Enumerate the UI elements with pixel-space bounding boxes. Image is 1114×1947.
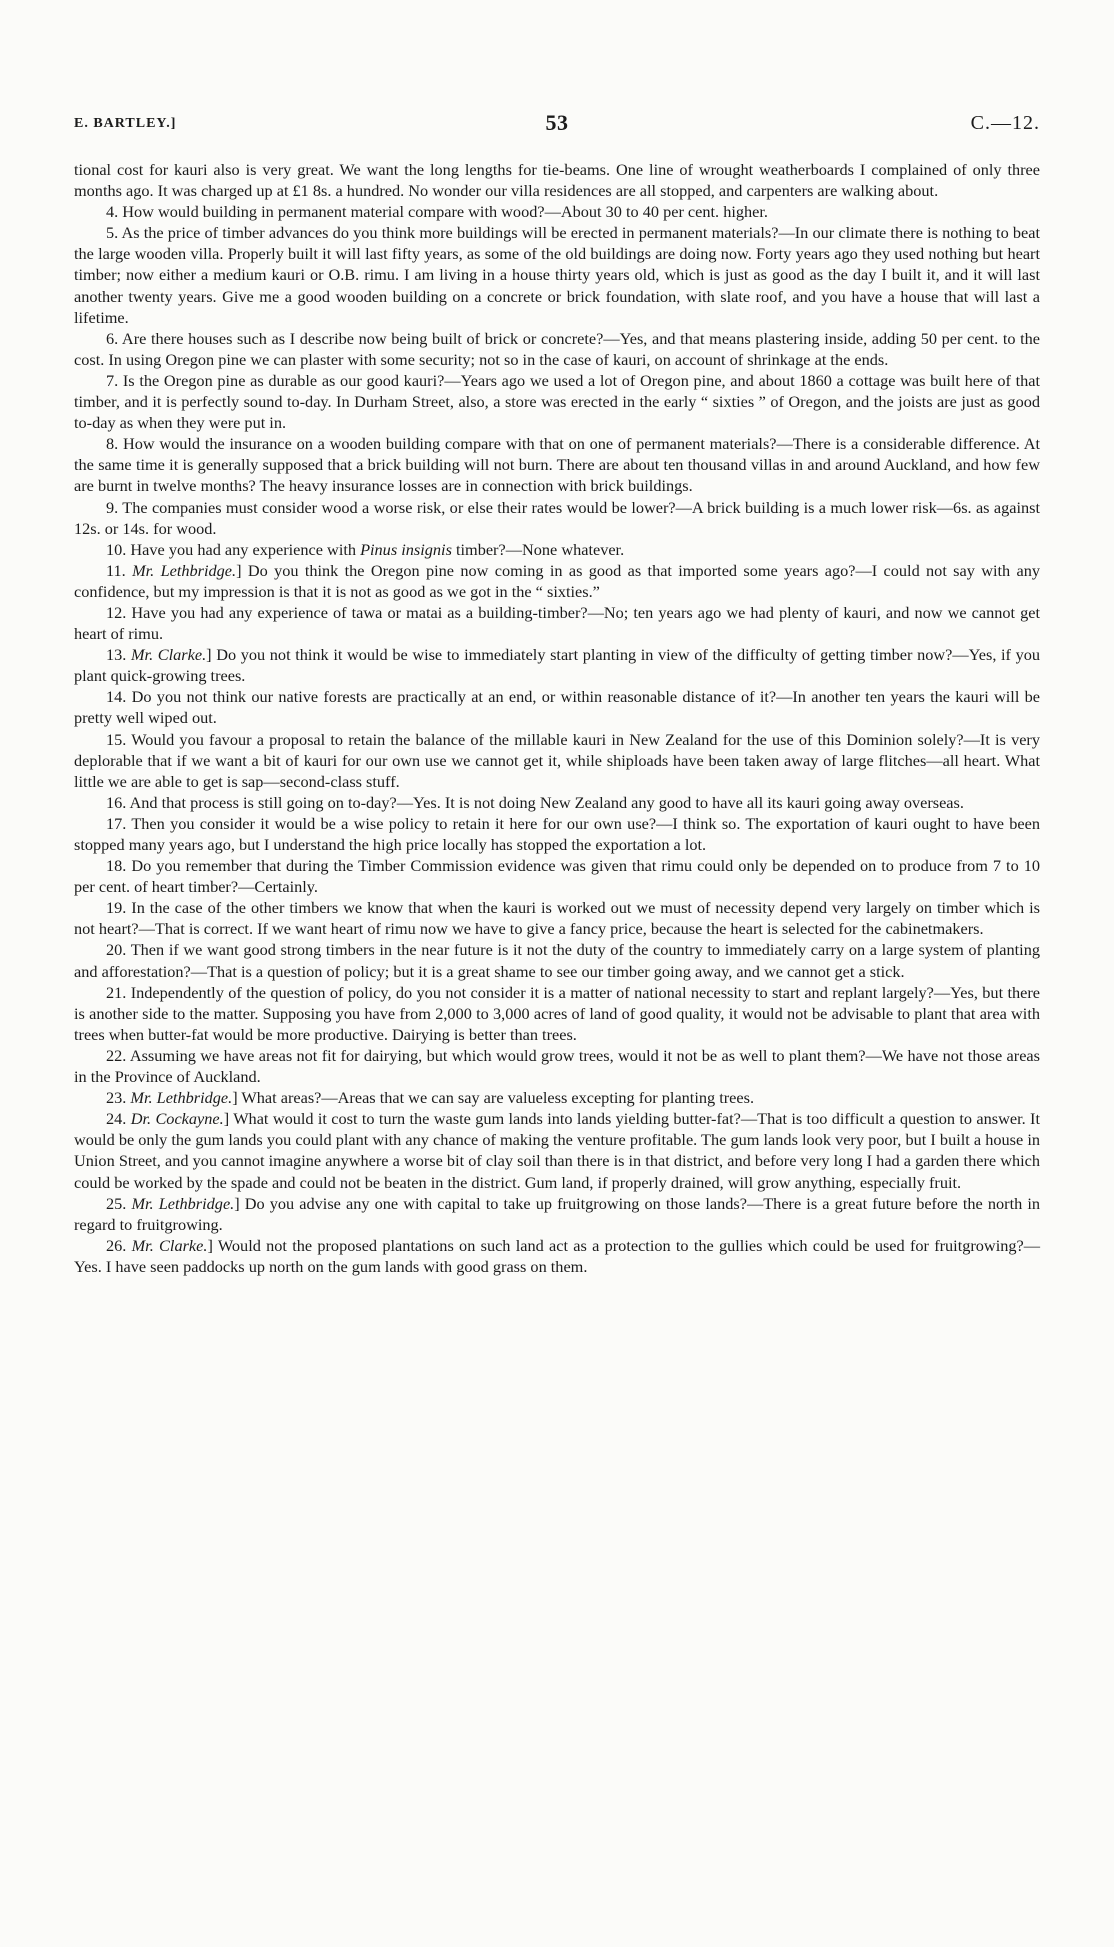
paragraph-q17: 17. Then you consider it would be a wise policy to retain it here for our own use?—I think so. The exportation of kauri ought to have been stopped many years ago, but I understand the high price locally has stopped the exportation a lot. [74, 813, 1040, 854]
paragraph-q14: 14. Do you not think our native forests are practically at an end, or within reasonable distance of it?—In another ten years the kauri will be pretty well wiped out. [74, 687, 1040, 728]
witness-name: E. BARTLEY.] [74, 116, 177, 131]
paragraph-q12: 12. Have you had any experience of tawa or matai as a building-timber?—No; ten years ago we had plenty of kauri, and now we cannot get heart of rimu. [74, 602, 1040, 644]
speaker-name: Mr. Clarke. [130, 645, 207, 665]
speaker-name: Mr. Lethbridge. [131, 1193, 235, 1213]
paragraph-q18: 18. Do you remember that during the Timber Commission evidence was given that rimu could only be depended on to produce from 7 to 10 per cent. of heart timber?—Certainly. [74, 856, 1040, 897]
document-code: C.—12. [970, 112, 1040, 134]
paragraph-q7: 7. Is the Oregon pine as durable as our good kauri?—Years ago we used a lot of Oregon pine, and about 1860 a cottage was built here of that timber, and it is perfectly sound to-day. In Durham Street, also, a store was erected in the early “ sixties ” of Oregon, and the joists are just as good to-day as when they were put in. [74, 370, 1040, 433]
paragraph-q8: 8. How would the insurance on a wooden building compare with that on one of permanent materials?—There is a considerable difference. At the same time it is generally supposed that a brick building will not burn. There are about ten thousand villas in and around Auckland, and how few are burnt in twelve months? The heavy insurance losses are in connection with brick buildings. [74, 434, 1040, 496]
paragraph-q6: 6. Are there houses such as I describe now being built of brick or concrete?—Yes, and that means plastering inside, adding 50 per cent. to the cost. In using Oregon pine we can plaster with some security; not so in the case of kauri, on account of shrinkage at the ends. [74, 328, 1040, 369]
paragraph-q22: 22. Assuming we have areas not fit for dairying, but which would grow trees, would it not be as well to plant them?—We have not those areas in the Province of Auckland. [74, 1045, 1040, 1087]
speaker-name: Dr. Cockayne. [130, 1109, 224, 1129]
paragraph-q16: 16. And that process is still going on to-day?—Yes. It is not doing New Zealand any good to have all its kauri going away overseas. [106, 792, 964, 812]
paragraph-q25: 25. Mr. Lethbridge.] Do you advise any one with capital to take up fruitgrowing on those lands?—There is a great future before the north in regard to fruitgrowing. [74, 1193, 1040, 1234]
paragraph-q4: 4. How would building in permanent material compare with wood?—About 30 to 40 per cent. higher. [106, 202, 768, 222]
paragraph-q15: 15. Would you favour a proposal to retain the balance of the millable kauri in New Zealand for the use of this Dominion solely?—It is very deplorable that if we want a bit of kauri for our own use we cannot get it, while shiploads have been taken away of large flitches—all heart. What little we are able to get is sap—second-class stuff. [74, 729, 1040, 791]
testimony-text [74, 159, 1040, 1277]
paragraph-q24: 24. Dr. Cockayne.] What would it cost to turn the waste gum lands into lands yielding butter-fat?—That is too difficult a question to answer. It would be only the gum lands you could plant with any chance of making the venture profitable. The gum lands look very poor, but I built a house in Union Street, and you cannot imagine anywhere a worse bit of clay soil than there is in that district, and before very long I had a garden there which could be worked by the spade and could not be beaten in the district. Gum land, if properly drained, will grow anything, especially fruit. [74, 1109, 1040, 1192]
speaker-name: Mr. Lethbridge. [132, 560, 237, 580]
paragraph-q23: 23. Mr. Lethbridge.] What areas?—Areas that we can say are valueless excepting for planting trees. [106, 1088, 755, 1108]
italic-term: Pinus insignis [360, 539, 452, 559]
paragraph-q19: 19. In the case of the other timbers we know that when the kauri is worked out we must of necessity depend very largely on timber which is not heart?—That is correct. If we want heart of rimu now we have to give a fancy price, because the heart is selected for the cabinetmakers. [74, 898, 1040, 939]
paragraph-q21: 21. Independently of the question of policy, do you not consider it is a matter of national necessity to start and replant largely?—Yes, but there is another side to the matter. Supposing you have from 2,000 to 3,000 acres of land of good quality, it would not be advisable to plant that area with trees when butter-fat would be more productive. Dairying is better than trees. [74, 982, 1040, 1044]
page-number: 53 [545, 110, 569, 135]
paragraph-q10: 10. Have you had any experience with Pinus insignis timber?—None whatever. [106, 539, 625, 559]
paragraph-q11: 11. Mr. Lethbridge.] Do you think the Oregon pine now coming in as good as that imported some years ago?—I could not say with any confidence, but my impression is that it is not as good as we got in the “ sixties.” [74, 560, 1040, 601]
speaker-name: Mr. Clarke. [131, 1235, 208, 1255]
paragraph-q13: 13. Mr. Clarke.] Do you not think it would be wise to immediately start planting in view of the difficulty of getting timber now?—Yes, if you plant quick-growing trees. [74, 645, 1041, 686]
speaker-name: Mr. Lethbridge. [130, 1088, 233, 1108]
paragraph-q26: 26. Mr. Clarke.] Would not the proposed plantations on such land act as a protection to the gullies which could be used for fruitgrowing?—Yes. I have seen paddocks up north on the gum lands with good grass on them. [74, 1235, 1041, 1276]
paragraph-continuation: tional cost for kauri also is very great. We want the long lengths for tie-beams. One line of wrought weatherboards I complained of only three months ago. It was charged up at £1 8s. a hundred. No wonder our villa residences are all stopped, and carpenters are walking about. [74, 160, 1040, 201]
running-header [74, 110, 1040, 140]
paragraph-q5: 5. As the price of timber advances do you think more buildings will be erected in permanent materials?—In our climate there is nothing to beat the large wooden villa. Properly built it will last fifty years, as some of the old buildings are doing now. Forty years ago they used nothing but heart timber; now either a medium kauri or O.B. rimu. I am living in a house thirty years old, which is just as good as the day I built it, and it will last another twenty years. Give me a good wooden building on a concrete or brick foundation, with slate roof, and you have a house that will last a lifetime. [74, 223, 1040, 327]
paragraph-q9: 9. The companies must consider wood a worse risk, or else their rates would be lower?—A brick building is a much lower risk—6s. as against 12s. or 14s. for wood. [74, 497, 1040, 538]
paragraph-q20: 20. Then if we want good strong timbers in the near future is it not the duty of the country to immediately carry on a large system of planting and afforestation?—That is a question of policy; but it is a great shame to see our timber going away, and we cannot get a stick. [74, 940, 1040, 981]
